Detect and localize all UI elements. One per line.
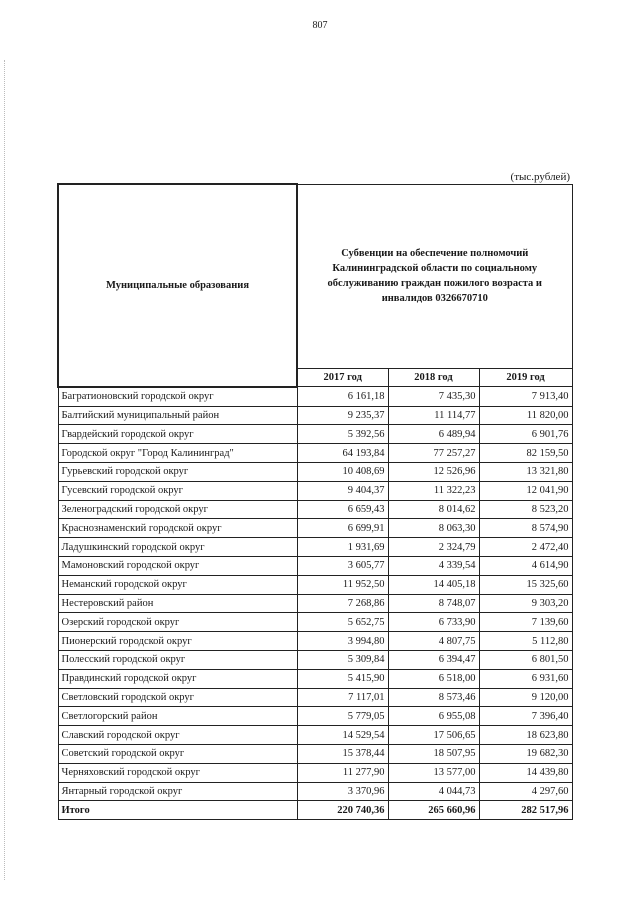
header-municipality: Муниципальные образования [58, 184, 297, 387]
value-2017: 3 605,77 [297, 556, 388, 575]
value-2017: 64 193,84 [297, 444, 388, 463]
municipality-name: Городской округ "Город Калининград" [58, 444, 297, 463]
value-2017: 5 652,75 [297, 613, 388, 632]
table-row [58, 575, 572, 594]
table-row [58, 481, 572, 500]
table-row [58, 782, 572, 801]
value-2019: 6 931,60 [479, 669, 572, 688]
value-2019: 9 303,20 [479, 594, 572, 613]
table-row [58, 406, 572, 425]
municipality-name: Озерский городской округ [58, 613, 297, 632]
table-row [58, 519, 572, 538]
value-2018: 14 405,18 [388, 575, 479, 594]
value-2019: 13 321,80 [479, 462, 572, 481]
value-2017: 3 994,80 [297, 632, 388, 651]
header-subvention: Субвенции на обеспечение полномочий Калининградской области по социальному обслуживанию граждан пожилого возраста и инвалидов 0326670710 [297, 184, 572, 368]
table-row [58, 462, 572, 481]
value-2018: 18 507,95 [388, 744, 479, 763]
value-2018: 12 526,96 [388, 462, 479, 481]
value-2018: 4 807,75 [388, 632, 479, 651]
value-2017: 15 378,44 [297, 744, 388, 763]
municipality-name: Полесский городской округ [58, 650, 297, 669]
table-row [58, 425, 572, 444]
table-row [58, 500, 572, 519]
value-2018: 6 733,90 [388, 613, 479, 632]
table-row [58, 538, 572, 557]
municipality-name: Ладушкинский городской округ [58, 538, 297, 557]
subvention-table [57, 183, 573, 820]
value-2019: 11 820,00 [479, 406, 572, 425]
municipality-name: Краснознаменский городской округ [58, 519, 297, 538]
municipality-name: Светлогорский район [58, 707, 297, 726]
municipality-name: Зеленоградский городской округ [58, 500, 297, 519]
value-2017: 5 779,05 [297, 707, 388, 726]
value-2019: 4 297,60 [479, 782, 572, 801]
municipality-name: Нестеровский район [58, 594, 297, 613]
table-header-row [58, 184, 572, 368]
municipality-name: Правдинский городской округ [58, 669, 297, 688]
table-row [58, 613, 572, 632]
value-2019: 5 112,80 [479, 632, 572, 651]
units-label: (тыс.рублей) [510, 171, 570, 183]
value-2017: 9 404,37 [297, 481, 388, 500]
value-2018: 6 518,00 [388, 669, 479, 688]
value-2019: 2 472,40 [479, 538, 572, 557]
value-2017: 10 408,69 [297, 462, 388, 481]
value-2019: 82 159,50 [479, 444, 572, 463]
municipality-name: Светловский городской округ [58, 688, 297, 707]
value-2017: 1 931,69 [297, 538, 388, 557]
value-2018: 4 044,73 [388, 782, 479, 801]
municipality-name: Гусевский городской округ [58, 481, 297, 500]
value-2018: 11 322,23 [388, 481, 479, 500]
value-2018: 2 324,79 [388, 538, 479, 557]
table-row [58, 744, 572, 763]
value-2017: 14 529,54 [297, 726, 388, 745]
value-2018: 4 339,54 [388, 556, 479, 575]
value-2018: 6 955,08 [388, 707, 479, 726]
value-2018: 77 257,27 [388, 444, 479, 463]
value-2019: 282 517,96 [479, 801, 572, 820]
value-2017: 5 392,56 [297, 425, 388, 444]
value-2019: 7 139,60 [479, 613, 572, 632]
table-row [58, 594, 572, 613]
value-2019: 15 325,60 [479, 575, 572, 594]
value-2017: 9 235,37 [297, 406, 388, 425]
table-body [58, 387, 572, 820]
value-2019: 7 396,40 [479, 707, 572, 726]
value-2017: 5 309,84 [297, 650, 388, 669]
value-2018: 8 014,62 [388, 500, 479, 519]
scan-margin-marks [4, 60, 7, 880]
page-number: 807 [312, 20, 328, 31]
municipality-name: Мамоновский городской округ [58, 556, 297, 575]
municipality-name: Черняховский городской округ [58, 763, 297, 782]
table-row [58, 763, 572, 782]
value-2018: 17 506,65 [388, 726, 479, 745]
municipality-name: Советский городской округ [58, 744, 297, 763]
value-2019: 18 623,80 [479, 726, 572, 745]
header-year-2019: 2019 год [479, 368, 572, 387]
table-row [58, 556, 572, 575]
municipality-name: Янтарный городской округ [58, 782, 297, 801]
municipality-name: Балтийский муниципальный район [58, 406, 297, 425]
value-2018: 7 435,30 [388, 387, 479, 406]
value-2017: 6 699,91 [297, 519, 388, 538]
value-2018: 8 748,07 [388, 594, 479, 613]
municipality-name: Гвардейский городской округ [58, 425, 297, 444]
header-year-2017: 2017 год [297, 368, 388, 387]
table-row [58, 669, 572, 688]
table-row [58, 444, 572, 463]
value-2019: 19 682,30 [479, 744, 572, 763]
table-row [58, 387, 572, 406]
header-year-2018: 2018 год [388, 368, 479, 387]
value-2018: 265 660,96 [388, 801, 479, 820]
municipality-name: Славский городской округ [58, 726, 297, 745]
value-2019: 8 523,20 [479, 500, 572, 519]
value-2017: 6 659,43 [297, 500, 388, 519]
value-2019: 4 614,90 [479, 556, 572, 575]
value-2018: 8 063,30 [388, 519, 479, 538]
value-2018: 6 394,47 [388, 650, 479, 669]
municipality-name: Неманский городской округ [58, 575, 297, 594]
value-2017: 7 268,86 [297, 594, 388, 613]
table-row [58, 688, 572, 707]
table-row [58, 632, 572, 651]
value-2017: 7 117,01 [297, 688, 388, 707]
value-2019: 12 041,90 [479, 481, 572, 500]
table-row [58, 726, 572, 745]
value-2017: 11 277,90 [297, 763, 388, 782]
value-2017: 3 370,96 [297, 782, 388, 801]
table-total-row [58, 801, 572, 820]
value-2019: 7 913,40 [479, 387, 572, 406]
municipality-name: Итого [58, 801, 297, 820]
municipality-name: Гурьевский городской округ [58, 462, 297, 481]
municipality-name: Багратионовский городской округ [58, 387, 297, 406]
value-2017: 5 415,90 [297, 669, 388, 688]
value-2019: 6 901,76 [479, 425, 572, 444]
value-2018: 11 114,77 [388, 406, 479, 425]
municipality-name: Пионерский городской округ [58, 632, 297, 651]
table-row [58, 650, 572, 669]
value-2019: 8 574,90 [479, 519, 572, 538]
value-2017: 220 740,36 [297, 801, 388, 820]
value-2019: 14 439,80 [479, 763, 572, 782]
table-row [58, 707, 572, 726]
value-2017: 6 161,18 [297, 387, 388, 406]
value-2018: 13 577,00 [388, 763, 479, 782]
value-2018: 8 573,46 [388, 688, 479, 707]
value-2019: 9 120,00 [479, 688, 572, 707]
value-2019: 6 801,50 [479, 650, 572, 669]
value-2017: 11 952,50 [297, 575, 388, 594]
value-2018: 6 489,94 [388, 425, 479, 444]
